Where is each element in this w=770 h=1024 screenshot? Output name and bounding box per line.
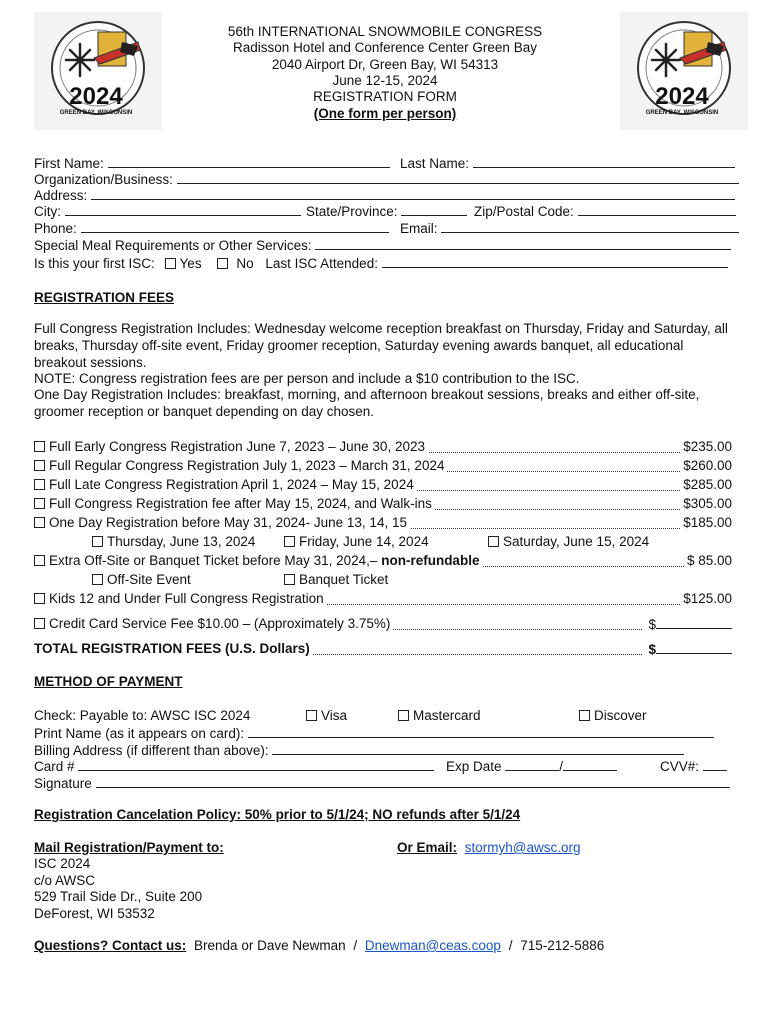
- email-line[interactable]: [441, 220, 739, 233]
- svg-text:2024: 2024: [69, 83, 123, 110]
- non-refundable-label: non-refundable: [381, 553, 480, 568]
- organization-field[interactable]: [34, 171, 739, 187]
- fee-label: Full Late Congress Registration April 1, 2024 – May 15, 2024: [49, 477, 414, 492]
- contact-separator: /: [508, 938, 513, 953]
- cc-fee-label: Credit Card Service Fee $10.00 – (Approximately 3.75%): [49, 616, 391, 631]
- billing-address-label: Billing Address (if different than above):: [34, 743, 269, 758]
- total-amount-line[interactable]: [656, 641, 732, 654]
- fee-price: $305.00: [680, 496, 732, 511]
- total-dollar: $: [648, 642, 656, 657]
- email-field[interactable]: [400, 220, 739, 236]
- cc-fee-dollar: $: [648, 617, 656, 632]
- cvv-field[interactable]: [660, 758, 727, 774]
- event-dates: June 12-15, 2024: [332, 73, 438, 88]
- contact-names: Brenda or Dave Newman: [194, 938, 346, 953]
- day-saturday-option[interactable]: [488, 534, 649, 549]
- exp-slash: /: [559, 759, 564, 774]
- fee-checkbox[interactable]: [34, 517, 45, 528]
- phone-line[interactable]: [81, 220, 389, 233]
- one-day-description: One Day Registration Includes: breakfast, morning, and afternoon breakout sessions, breaks and either off-site, groomer reception or banquet depending on day chosen.: [34, 387, 700, 419]
- signature-field[interactable]: [34, 775, 730, 791]
- billing-address-line[interactable]: [272, 742, 684, 755]
- thursday-checkbox[interactable]: [92, 536, 103, 547]
- contact-phone: 715-212-5886: [520, 938, 605, 953]
- exp-month-line[interactable]: [505, 758, 559, 771]
- visa-checkbox[interactable]: [306, 710, 317, 721]
- mastercard-label: Mastercard: [413, 708, 481, 723]
- email-contact: [397, 840, 581, 855]
- first-isc-question: [34, 255, 728, 271]
- mail-heading: Mail Registration/Payment to:: [34, 840, 224, 855]
- thursday-label: Thursday, June 13, 2024: [107, 534, 256, 549]
- mail-address-line: ISC 2024: [34, 856, 91, 871]
- fee-row[interactable]: [34, 515, 732, 532]
- fee-checkbox[interactable]: [34, 479, 45, 490]
- state-field[interactable]: [306, 203, 467, 219]
- form-subtitle: (One form per person): [313, 106, 457, 121]
- banquet-checkbox[interactable]: [284, 574, 295, 585]
- day-thursday-option[interactable]: [92, 534, 255, 549]
- fee-price: $285.00: [680, 477, 732, 492]
- day-friday-option[interactable]: [284, 534, 429, 549]
- mail-address-line: c/o AWSC: [34, 873, 96, 888]
- last-name-line[interactable]: [473, 155, 735, 168]
- address-field[interactable]: [34, 187, 735, 203]
- zip-line[interactable]: [578, 203, 736, 216]
- fee-label: Full Early Congress Registration June 7, 2023 – June 30, 2023: [49, 439, 425, 454]
- first-name-line[interactable]: [108, 155, 390, 168]
- state-line[interactable]: [401, 203, 467, 216]
- mastercard-checkbox[interactable]: [398, 710, 409, 721]
- last-isc-label: Last ISC Attended:: [265, 256, 378, 271]
- exp-date-label: Exp Date: [446, 759, 502, 774]
- fees-note: NOTE: Congress registration fees are per person and include a $10 contribution to the ISC.: [34, 371, 580, 386]
- fee-label: Full Congress Registration fee after May 15, 2024, and Walk-ins: [49, 496, 432, 511]
- discover-label: Discover: [594, 708, 647, 723]
- meal-label: Special Meal Requirements or Other Services:: [34, 238, 312, 253]
- event-title: 56th INTERNATIONAL SNOWMOBILE CONGRESS: [227, 24, 543, 39]
- kids-checkbox[interactable]: [34, 593, 45, 604]
- no-checkbox[interactable]: [217, 258, 228, 269]
- first-isc-label: Is this your first ISC:: [34, 256, 155, 271]
- svg-text:2024: 2024: [655, 83, 709, 110]
- city-label: City:: [34, 204, 61, 219]
- exp-year-line[interactable]: [563, 758, 617, 771]
- banquet-label: Banquet Ticket: [299, 572, 389, 587]
- fee-label: One Day Registration before May 31, 2024- June 13, 14, 15: [49, 515, 407, 530]
- or-email-label: Or Email:: [397, 840, 458, 855]
- exp-date-field[interactable]: [446, 758, 617, 774]
- print-name-line[interactable]: [248, 725, 714, 738]
- signature-line[interactable]: [96, 775, 730, 788]
- cc-fee-amount-line[interactable]: [656, 616, 732, 629]
- last-isc-line[interactable]: [382, 255, 728, 268]
- venue-name: Radisson Hotel and Conference Center Green Bay: [233, 40, 537, 55]
- questions-label: Questions? Contact us:: [34, 938, 187, 953]
- mail-address-line: DeForest, WI 53532: [34, 906, 155, 921]
- banquet-ticket-option[interactable]: [284, 572, 388, 587]
- first-name-field[interactable]: [34, 155, 390, 171]
- card-number-label: Card #: [34, 759, 75, 774]
- friday-checkbox[interactable]: [284, 536, 295, 547]
- zip-label: Zip/Postal Code:: [474, 204, 574, 219]
- organization-line[interactable]: [177, 171, 739, 184]
- registration-fees-heading: REGISTRATION FEES: [34, 290, 175, 305]
- fee-row[interactable]: [34, 477, 732, 494]
- city-field[interactable]: [34, 203, 301, 219]
- meal-field[interactable]: [34, 237, 731, 253]
- extra-ticket-row[interactable]: [34, 553, 732, 570]
- yes-checkbox[interactable]: [165, 258, 176, 269]
- svg-text:GREEN BAY, WISCONSIN: GREEN BAY, WISCONSIN: [645, 110, 719, 116]
- yes-label: Yes: [179, 256, 202, 271]
- visa-label: Visa: [321, 708, 348, 723]
- card-number-field[interactable]: [34, 758, 434, 774]
- address-label: Address:: [34, 188, 88, 203]
- kids-price: $125.00: [680, 591, 732, 606]
- discover-checkbox[interactable]: [579, 710, 590, 721]
- fee-row[interactable]: [34, 439, 732, 456]
- offsite-event-option[interactable]: [92, 572, 191, 587]
- fee-checkbox[interactable]: [34, 460, 45, 471]
- phone-field[interactable]: [34, 220, 389, 236]
- saturday-label: Saturday, June 15, 2024: [503, 534, 650, 549]
- print-name-field[interactable]: [34, 725, 714, 741]
- extra-ticket-label: Extra Off-Site or Banquet Ticket before May 31, 2024,–: [49, 553, 378, 568]
- contact-separator: /: [353, 938, 358, 953]
- fee-checkbox[interactable]: [34, 498, 45, 509]
- payment-heading: METHOD OF PAYMENT: [34, 674, 183, 689]
- organization-label: Organization/Business:: [34, 172, 173, 187]
- check-payable-label: Check: Payable to: AWSC ISC 2024: [34, 708, 251, 723]
- card-number-line[interactable]: [78, 758, 434, 771]
- signature-label: Signature: [34, 776, 92, 791]
- venue-address: 2040 Airport Dr, Green Bay, WI 54313: [271, 57, 499, 72]
- phone-label: Phone:: [34, 221, 77, 236]
- visa-option[interactable]: [306, 708, 347, 723]
- registration-email-link[interactable]: stormyh@awsc.org: [464, 840, 581, 855]
- mail-address-line: 529 Trail Side Dr., Suite 200: [34, 889, 203, 904]
- meal-line[interactable]: [315, 237, 731, 250]
- last-name-field[interactable]: [400, 155, 735, 171]
- address-line[interactable]: [91, 187, 735, 200]
- cc-fee-checkbox[interactable]: [34, 618, 45, 629]
- email-label: Email:: [400, 221, 438, 236]
- state-label: State/Province:: [306, 204, 398, 219]
- fee-row[interactable]: [34, 458, 732, 475]
- total-row[interactable]: [34, 641, 732, 658]
- offsite-checkbox[interactable]: [92, 574, 103, 585]
- mastercard-option[interactable]: [398, 708, 481, 723]
- extra-ticket-price: $ 85.00: [684, 553, 732, 568]
- kids-label: Kids 12 and Under Full Congress Registration: [49, 591, 324, 606]
- no-label: No: [236, 256, 254, 271]
- fee-label: Full Regular Congress Registration July 1, 2023 – March 31, 2024: [49, 458, 445, 473]
- saturday-checkbox[interactable]: [488, 536, 499, 547]
- total-label: TOTAL REGISTRATION FEES (U.S. Dollars): [34, 641, 313, 656]
- contact-line: [34, 938, 604, 953]
- first-name-label: First Name:: [34, 156, 104, 171]
- fee-checkbox[interactable]: [34, 441, 45, 452]
- fee-price: $185.00: [680, 515, 732, 530]
- fee-row[interactable]: [34, 496, 732, 513]
- cvv-label: CVV#:: [660, 759, 700, 774]
- print-name-label: Print Name (as it appears on card):: [34, 726, 245, 741]
- contact-email-link[interactable]: Dnewman@ceas.coop: [364, 938, 501, 953]
- kids-row[interactable]: [34, 591, 732, 608]
- cancelation-policy: Registration Cancelation Policy: 50% prior to 5/1/24; NO refunds after 5/1/24: [34, 807, 521, 822]
- friday-label: Friday, June 14, 2024: [299, 534, 429, 549]
- billing-address-field[interactable]: [34, 742, 684, 758]
- discover-option[interactable]: [579, 708, 647, 723]
- city-line[interactable]: [65, 203, 301, 216]
- fee-price: $260.00: [680, 458, 732, 473]
- full-congress-description: Full Congress Registration Includes: Wednesday welcome reception breakfast on Thursday, Friday and Saturday, all breaks, Thursday off-site event, Friday groomer reception, Saturday evening awards banquet, all educational breakout sessions.: [34, 321, 728, 370]
- fee-price: $235.00: [680, 439, 732, 454]
- last-name-label: Last Name:: [400, 156, 470, 171]
- form-title: REGISTRATION FORM: [313, 89, 457, 104]
- cvv-line[interactable]: [703, 758, 727, 771]
- offsite-label: Off-Site Event: [107, 572, 191, 587]
- extra-ticket-checkbox[interactable]: [34, 555, 45, 566]
- cc-fee-row[interactable]: [34, 616, 732, 633]
- zip-field[interactable]: [474, 203, 736, 219]
- svg-text:GREEN BAY, WISCONSIN: GREEN BAY, WISCONSIN: [59, 110, 133, 116]
